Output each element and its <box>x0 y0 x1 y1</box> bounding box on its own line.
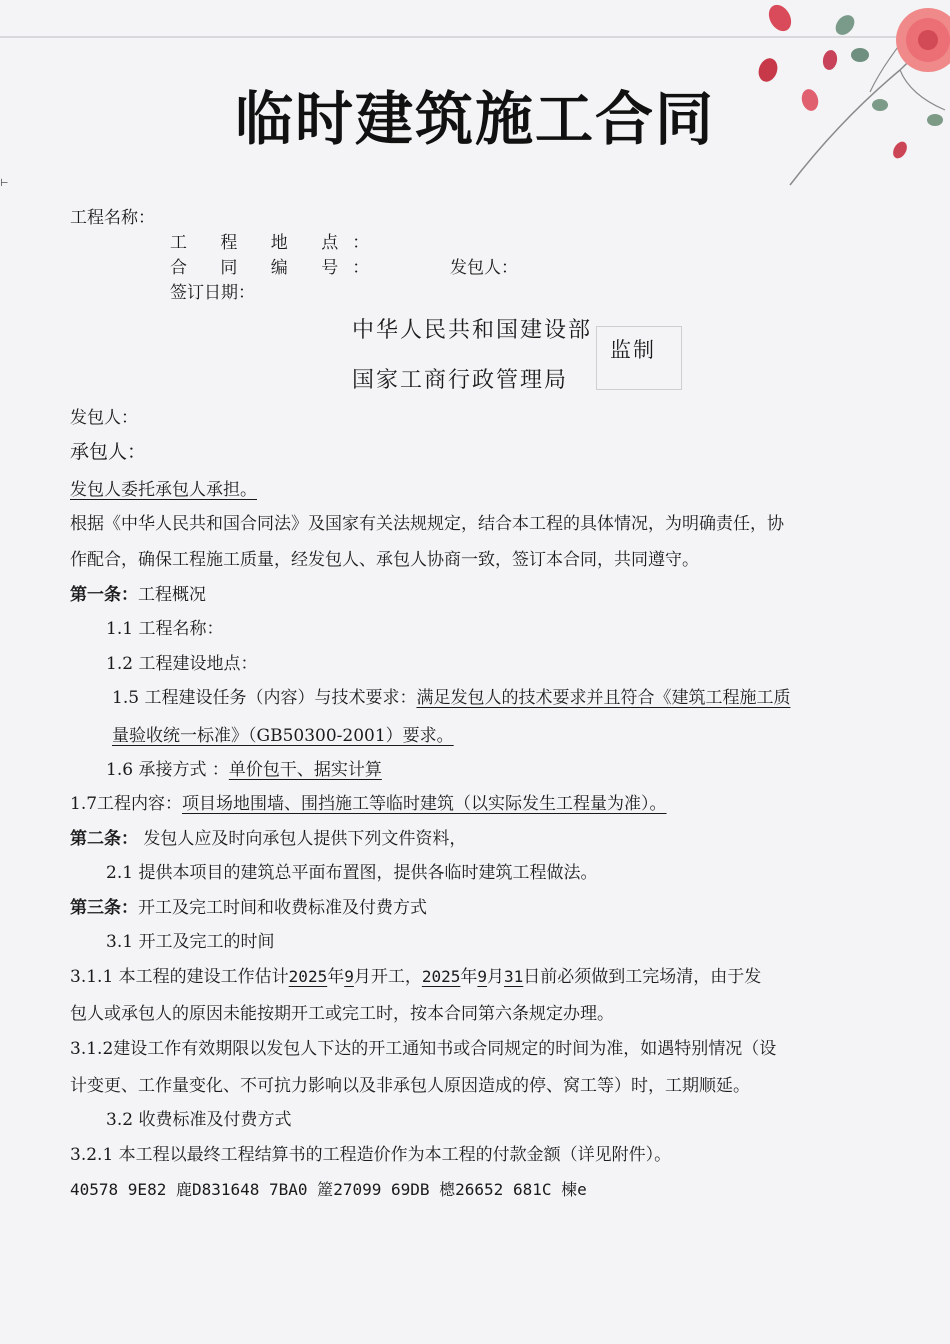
year-char: 年 <box>327 967 345 987</box>
article-2-number: 第二条： <box>70 829 138 849</box>
clause-1-7-content: 项目场地围墙、围挡施工等临时建筑（以实际发生工程量为准）。 <box>182 794 667 814</box>
clause-1-5-requirement: 满足发包人的技术要求并且符合《建筑工程施工质 <box>416 688 791 708</box>
basis-paragraph-line-2: 作配合，确保工程施工质量，经发包人、承包人协商一致，签订本合同，共同遵守。 <box>70 550 699 570</box>
contractor-label: 承包人： <box>70 441 147 463</box>
clause-3-1-2-line-2: 计变更、工作量变化、不可抗力影响以及非承包人原因造成的停、窝工等）时，工期顺延。 <box>70 1076 750 1096</box>
clause-3-2: 3.2 收费标准及付费方式 <box>106 1110 292 1130</box>
clause-3-1-1-line-1 <box>70 969 761 986</box>
clause-3-2-1: 3.2.1 本工程以最终工程结算书的工程造价作为本工程的付款金额（详见附件）。 <box>70 1145 672 1165</box>
start-month: 9 <box>344 967 354 986</box>
basis-paragraph-line-1: 根据《中华人民共和国合同法》及国家有关法规规定，结合本工程的具体情况，为明确责任，协 <box>70 514 784 534</box>
entrust-sentence: 发包人委托承包人承担。 <box>70 480 257 500</box>
article-2-heading <box>70 831 466 848</box>
cover-employer-label: 发包人： <box>450 258 518 278</box>
left-edge-mark: ⊢ <box>0 178 9 189</box>
ministry-name: 中华人民共和国建设部 <box>352 318 593 343</box>
article-2-title: 发包人应及时向承包人提供下列文件资料， <box>138 829 467 849</box>
employer-label: 发包人： <box>70 408 138 428</box>
article-3-number: 第三条： <box>70 898 138 918</box>
document-title: 临时建筑施工合同 <box>234 85 715 153</box>
end-month: 9 <box>477 967 488 986</box>
clause-3-1-2-line-1: 3.1.2建设工作有效期限以发包人下达的开工通知书或合同规定的时间为准，如遇特别情况（设 <box>70 1039 777 1059</box>
clause-1-5-label: 1.5 工程建设任务（内容）与技术要求： <box>112 688 417 708</box>
month-char: 月 <box>487 967 505 987</box>
start-text: 月开工， <box>353 967 422 987</box>
end-day: 31 <box>504 967 524 986</box>
article-3-title: 开工及完工时间和收费标准及付费方式 <box>138 898 427 918</box>
start-year: 2025 <box>288 967 328 986</box>
clause-1-2: 1.2 工程建设地点： <box>106 654 258 674</box>
article-1-title: 工程概况 <box>138 585 206 605</box>
bureau-name: 国家工商行政管理局 <box>352 368 569 393</box>
clause-3-1: 3.1 开工及完工的时间 <box>106 932 275 952</box>
clause-1-7 <box>70 796 667 813</box>
contract-no-label: 合 同 编 号： <box>170 258 384 278</box>
clause-3-1-1-rest: 日前必须做到工完场清，由于发 <box>523 967 762 987</box>
sign-date-label: 签订日期： <box>170 283 255 303</box>
supervised-text: 监制 <box>610 338 656 362</box>
clause-1-5-line-2: 量验收统一标准》（GB50300-2001）要求。 <box>112 726 454 746</box>
article-3-heading <box>70 900 427 917</box>
site-label: 工 程 地 点： <box>170 233 384 253</box>
clause-1-1: 1.1 工程名称： <box>106 619 224 639</box>
article-1-heading <box>70 587 206 604</box>
year-char-2: 年 <box>460 967 478 987</box>
garbled-text-line: 40578 9E82 鹿D831648 7BA0 簅27099 69DB 樬26652 681C 楝e <box>70 1180 587 1199</box>
project-name-label: 工程名称： <box>70 208 155 228</box>
clause-1-6-label: 1.6 承接方式 ： <box>106 760 229 780</box>
clause-3-1-1-intro: 3.1.1 本工程的建设工作估计 <box>70 967 289 987</box>
clause-1-5-line-1 <box>112 690 790 707</box>
clause-1-6-method: 单价包干、据实计算 <box>228 760 382 780</box>
end-year: 2025 <box>421 967 461 986</box>
clause-1-7-label: 1.7工程内容： <box>70 794 183 814</box>
clause-1-6 <box>106 762 382 779</box>
clause-3-1-1-line-2: 包人或承包人的原因未能按期开工或完工时，按本合同第六条规定办理。 <box>70 1004 614 1024</box>
clause-2-1: 2.1 提供本项目的建筑总平面布置图，提供各临时建筑工程做法。 <box>106 863 598 883</box>
article-1-number: 第一条： <box>70 585 138 605</box>
